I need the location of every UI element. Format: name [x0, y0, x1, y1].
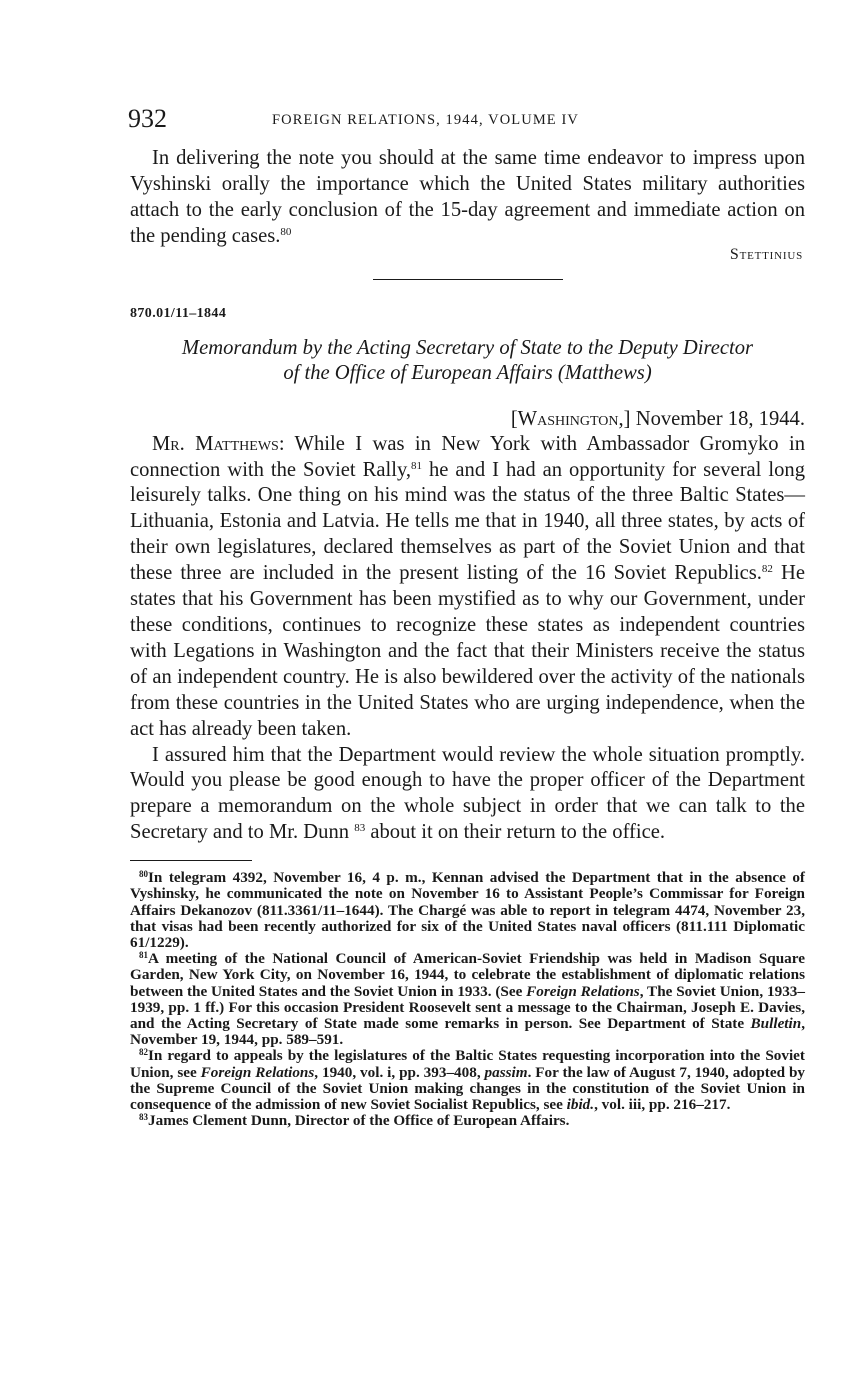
- document-page: [130, 100, 805, 1129]
- footnote-divider: [130, 860, 252, 861]
- footnote-81: $^{81}$A meeting of the National Council of American-Soviet Friendship was held in Madison Square Garden, New York City, on November 16, 1944, to celebrate the establishment of diplomatic relations between the United States and the Soviet Union in 1933. (See Foreign Relations, The Soviet Union, 1933–1939, pp. 1 ff.) For this occasion President Roosevelt sent a message to the Chairman, Joseph E. Davies, and the Acting Secretary of State made some remarks in person. See Department of State Bulletin, November 19, 1944, pp. 589–591.: [130, 950, 805, 1049]
- footnote-ref-81[interactable]: 81: [411, 459, 423, 472]
- footnote-ref-83[interactable]: 83: [354, 822, 366, 835]
- page-header: [130, 100, 805, 134]
- page-number: 932: [128, 104, 167, 133]
- memo-paragraph-2: I assured him that the Department would review the whole situation promptly. Would you please be good enough to have the proper officer of the Department prepare a memorandum on the whole subject in order that we can talk to the Secretary and to Mr. Dunn $^{83}$ about it on their return to the office.: [130, 743, 805, 844]
- closing-paragraph: In delivering the note you should at the same time endeavor to impress upon Vyshinski orally the importance which the United States military authorities attach to the early conclusion of the 15-day agreement and immediate action on the pending cases.$^{80}$: [130, 147, 805, 247]
- footnotes: [130, 870, 805, 1129]
- footnote-82: $^{82}$In regard to appeals by the legislatures of the Baltic States requesting incorporation into the Soviet Union, see Foreign Relations, 1940, vol. i, pp. 393–408, passim. For the law of August 7, 1940, adopted by the Supreme Council of the Soviet Union making changes in the constitution of the Soviet Union in consequence of the admission of new Soviet Socialist Republics, see ibid., vol. iii, pp. 216–217.: [130, 1047, 805, 1113]
- signature: Stettinius: [729, 245, 803, 263]
- document-title: [130, 336, 805, 386]
- salutation: Mr. Matthews: [152, 432, 279, 455]
- footnote-ref-82[interactable]: 82: [761, 563, 773, 576]
- section-divider: [373, 279, 563, 280]
- file-number: 870.01/11–1844: [130, 305, 227, 321]
- footnote-ref-80[interactable]: 80: [280, 225, 292, 238]
- title-line-1: Memorandum by the Acting Secretary of State to the Deputy Director: [181, 336, 754, 359]
- title-line-2: of the Office of European Affairs (Matthews): [283, 361, 652, 384]
- footnote-80: $^{80}$In telegram 4392, November 16, 4 p. m., Kennan advised the Department that in the absence of Vyshinsky, he communicated the note on November 16 to Assistant People’s Commissar for Foreign Affairs Dekanozov (811.3361/11–1644). The Chargé was able to report in telegram 4474, November 23, that visas had been recently authorized for six of the United States naval officers (811.111 Diplomatic 61/1229).: [130, 869, 805, 951]
- running-head: FOREIGN RELATIONS, 1944, VOLUME IV: [272, 112, 579, 128]
- memo-paragraph-1: Mr. Matthews: While I was in New York with Ambassador Gromyko in connection with the Soviet Rally,$^{81}$ he and I had an opportunity for several long leisurely talks. One thing on his mind was the status of the three Baltic States—Lithuania, Estonia and Latvia. He tells me that in 1940, all three states, by acts of their own legislatures, declared themselves as part of the Soviet Union and that these three are included in the present listing of the 16 Soviet Republics.$^{82}$ He states that his Government has been mystified as to why our Government, under these conditions, continues to recognize these states as independent countries with Legations in Washington and the fact that their Ministers receive the status of an independent country. He is also bewildered over the activity of the nationals from these countries in the United States who are urging independence, when the act has already been taken.: [130, 432, 805, 740]
- dateline-date: November 18, 1944.: [635, 407, 805, 430]
- footnote-83: $^{83}$James Clement Dunn, Director of the Office of European Affairs.: [139, 1112, 570, 1130]
- dateline-place: [Washington,]: [510, 407, 631, 430]
- dateline: [130, 406, 805, 432]
